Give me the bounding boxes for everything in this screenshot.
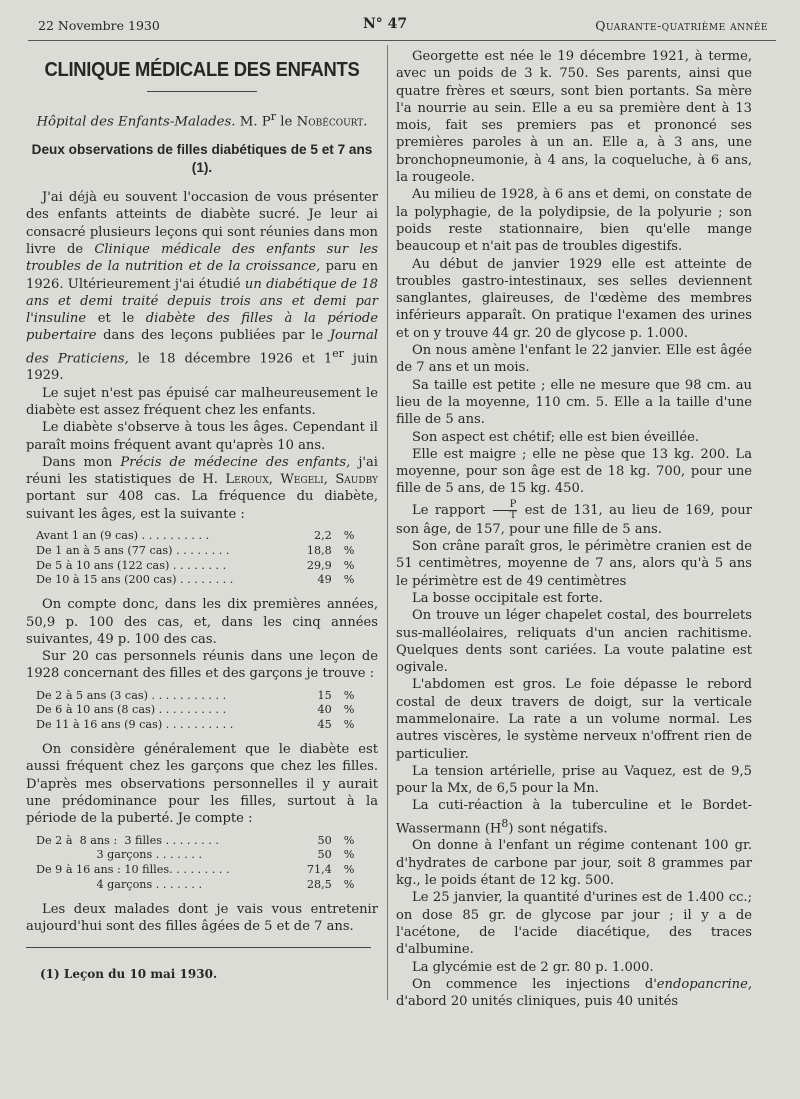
paragraph: Sa taille est petite ; elle ne mesure que 98 cm. au lieu de la moyenne, 110 cm. 5. Elle a la taille d'une fille de 5 ans. [396,377,752,428]
header-rule [28,40,776,41]
article-subtitle: Deux observations de filles diabétiques de 5 et 7 ans (1). [31,142,373,176]
paragraph: J'ai déjà eu souvent l'occasion de vous présenter des enfants atteints de diabète sucré. Je leur ai consacré plusieurs leçons qui sont réunies dans mon livre de Clinique médicale des enfants sur les troubles de la nutrition et de la croissance, paru en 1926. Ultérieurement j'ai étudié un diabétique de 18 ans et demi traité depuis trois ans et demi par l'insuline et le diabète des filles à la période pubertaire dans des leçons publiées par le Journal des Praticiens, le 18 décembre 1926 et 1er juin 1929. [26,190,379,384]
right-column [396,48,752,1010]
table-row: De 1 an à 5 ans (77 cas) . . . . . . . . 18,8 % [36,543,355,557]
paragraph: On compte donc, dans les dix premières années, 50,9 p. 100 des cas, et, dans les cinq années suivantes, 49 p. 100 des cas. [26,597,378,647]
table-row: 4 garçons . . . . . . . 28,5 % [36,877,355,891]
paragraph: Les deux malades dont je vais vous entretenir aujourd'hui sont des filles âgées de 5 et de 7 ans. [26,901,378,935]
table-row: 3 garçons . . . . . . . 50 % [36,848,355,862]
paragraph: Au milieu de 1928, à 6 ans et demi, on constate de la polyphagie, de la polydipsie, de la polyurie ; son poids reste stationnaire, bien qu'elle mange beaucoup et n'ait pas de troubles digestifs. [396,187,752,255]
paragraph: Au début de janvier 1929 elle est atteinte de troubles gastro-intestinaux, ses selles deviennent sanglantes, glaireuses, de l'œdème des membres inférieurs apparaît. On pratique l'examen des urines et on y trouve 44 gr. 20 de glycose p. 1.000. [396,256,752,341]
paragraph: On nous amène l'enfant le 22 janvier. Elle est âgée de 7 ans et un mois. [396,343,752,376]
paragraph: Son crâne paraît gros, le périmètre cranien est de 51 centimètres, moyenne de 7 ans, alors qu'à 5 ans le périmètre est de 49 centimètres [396,539,752,589]
header-year: Quarante-quatrième année [595,18,768,33]
paragraph: La bosse occipitale est forte. [412,590,603,606]
paragraph: Elle est maigre ; elle ne pèse que 13 kg. 200. La moyenne, pour son âge est de 18 kg. 700, pour une fille de 5 ans, de 15 kg. 450. [396,446,752,497]
paragraph: Dans mon Précis de médecine des enfants, j'ai réuni les statistiques de H. Leroux, Wegeli, Saudby portant sur 408 cas. La fréquence du diabète, suivant les âges, est la suivante : [26,454,378,522]
paragraph: Le diabète s'observe à tous les âges. Cependant il paraît moins fréquent avant qu'après 10 ans. [26,420,378,453]
paragraph: Le rapport $\frac{P}{T}$ est de 131, au lieu de 169, pour son âge, de 157, pour une fille de 5 ans. [396,498,752,537]
header-date: 22 Novembre 1930 [38,18,160,33]
article-title: CLINIQUE MÉDICALE DES ENFANTS [44,59,360,81]
table-row: De 10 à 15 ans (200 cas) . . . . . . . . 49 % [36,573,355,587]
left-column [26,59,379,984]
paragraph: La tension artérielle, prise au Vaquez, est de 9,5 pour la Mx, de 6,5 pour la Mn. [396,763,752,797]
sex-distribution-table [26,834,378,893]
page-header [38,18,768,36]
table-row: De 2 à 5 ans (3 cas) . . . . . . . . . . . 15 % [36,688,355,702]
paragraph: On donne à l'enfant un régime contenant 100 gr. d'hydrates de carbone par jour, soit 8 grammes par kg., le poids étant de 12 kg. 500. [396,838,752,889]
paragraph: L'abdomen est gros. Le foie dépasse le rebord costal de deux travers de doigt, sur la verticale mammelonaire. La rate a un volume normal. Les autres viscères, le système nerveux n'offrent rien de particulier. [396,677,752,762]
personal-cases-table [26,689,378,733]
article-affiliation: Hôpital des Enfants-Malades. M. $P^r$ le Nobécourt. [36,110,368,130]
paragraph: On trouve un léger chapelet costal, des bourrelets sus-malléolaires, reliquats d'un ancien rachitisme. Quelques dents sont cariées. La voute palatine est ogivale. [396,608,752,676]
header-issue-number: N° 47 [363,16,408,32]
paragraph: Son aspect est chétif; elle est bien éveillée. [412,429,700,445]
column-separator [387,45,388,1000]
table-row: De 9 à 16 ans : 10 filles. . . . . . . . . 71,4 % [36,863,355,877]
table-row: De 5 à 10 ans (122 cas) . . . . . . . . 29,9 % [36,558,355,572]
paragraph: On commence les injections d'endopancrine, d'abord 20 unités cliniques, puis 40 unités [396,976,752,1010]
table-row: De 2 à 8 ans : 3 filles . . . . . . . . 50 % [36,833,355,847]
footnote: (1) Leçon du 10 mai 1930. [40,967,218,982]
paragraph: Le sujet n'est pas épuisé car malheureusement le diabète est assez fréquent chez les enfants. [26,385,378,418]
table-row: De 11 à 16 ans (9 cas) . . . . . . . . . . 45 % [36,718,355,732]
paragraph: La cuti-réaction à la tuberculine et le Bordet-Wassermann $(H^8)$ sont négatifs. [396,798,752,837]
paragraph: La glycémie est de 2 gr. 80 p. 1.000. [412,959,654,975]
paragraph: On considère généralement que le diabète est aussi fréquent chez les garçons que chez les filles. D'après mes observations personnelles il y aurait une prédominance pour les filles, surtout à la période de la puberté. Je compte : [26,742,378,827]
age-frequency-table [26,529,378,588]
paragraph: Sur 20 cas personnels réunis dans une leçon de 1928 concernant des filles et des garçons je trouve : [26,649,378,682]
paragraph: Le 25 janvier, la quantité d'urines est de 1.400 cc.; on dose 85 gr. de glycose par jour ; il y a de l'acétone, de l'acide diacétique, des traces d'albumine. [396,890,752,958]
ratio-fraction: $\frac{P}{T}$ [493,500,518,521]
table-row: Avant 1 an (9 cas) . . . . . . . . . . 2,2 % [36,529,355,543]
title-rule [147,91,257,92]
paragraph: Georgette est née le 19 décembre 1921, à terme, avec un poids de 3 k. 750. Ses parents, ainsi que quatre frères et sœurs, sont bien portants. Sa mère l'a nourrie au sein. Elle a eu sa première dent à 13 mois, fait ses premiers pas et prononcé ses premières paroles à un an. Elle a, à 3 ans, une bronchopneumonie, à 4 ans, la coqueluche, à 6 ans, la rougeole. [396,49,752,186]
table-row: De 6 à 10 ans (8 cas) . . . . . . . . . . 40 % [36,703,355,717]
footnote-rule [26,947,371,948]
